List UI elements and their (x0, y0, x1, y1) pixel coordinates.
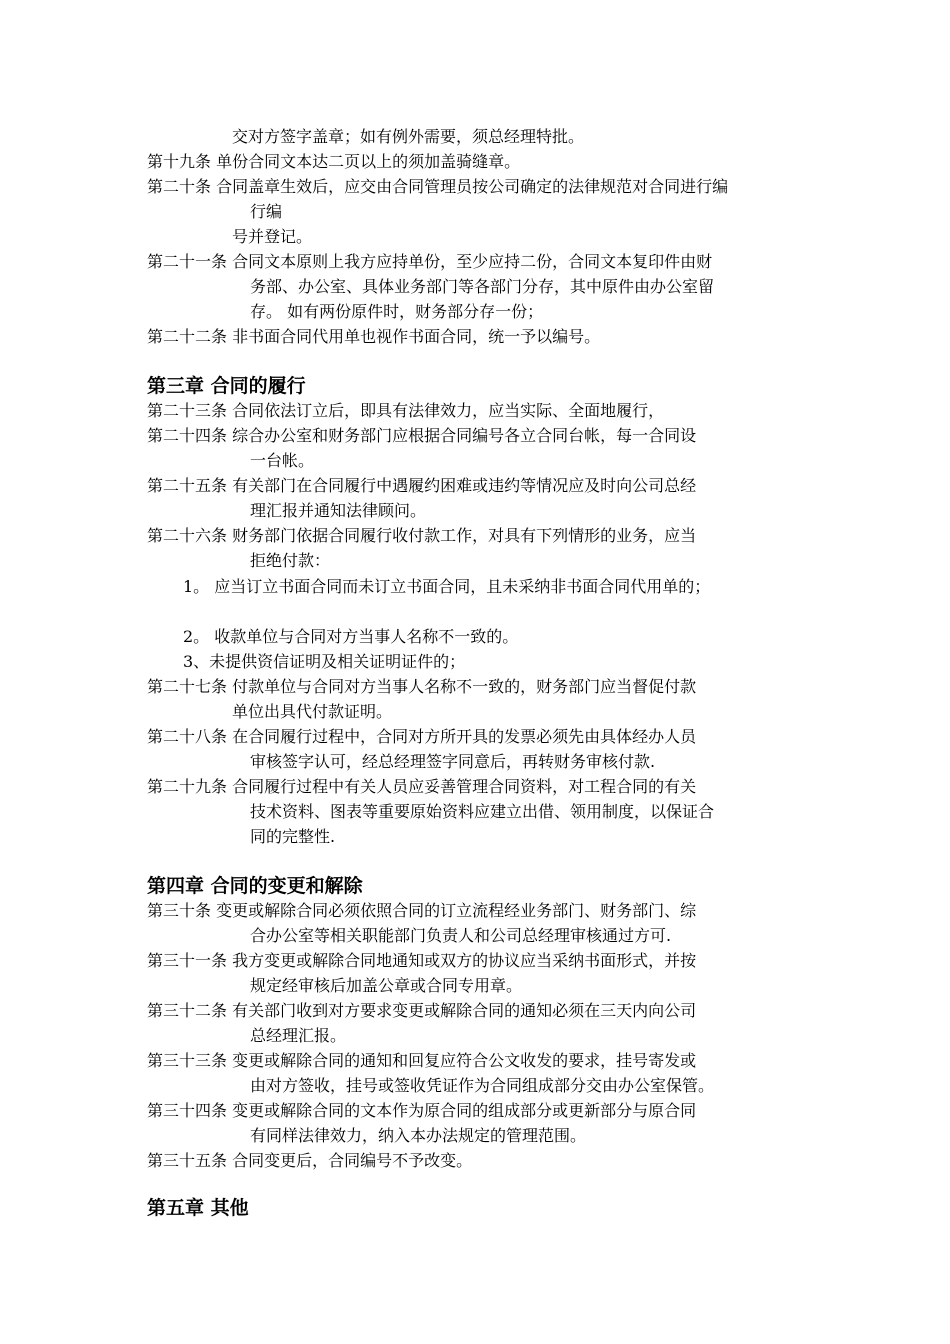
text-line: 第二十三条 合同依法订立后，即具有法律效力，应当实际、全面地履行， (147, 401, 665, 420)
text-line: 第三十四条 变更或解除合同的文本作为原合同的组成部分或更新部分与原合同 (147, 1101, 697, 1120)
text-line: 由对方签收，挂号或签收凭证作为合同组成部分交由办公室保管。 (250, 1076, 715, 1095)
text-line: 第二十六条 财务部门依据合同履行收付款工作，对具有下列情形的业务，应当 (147, 526, 697, 545)
chapter-heading: 第四章 合同的变更和解除 (147, 875, 363, 897)
text-line: 第二十二条 非书面合同代用单也视作书面合同，统一予以编号。 (147, 327, 601, 346)
chapter-heading: 第三章 合同的履行 (147, 375, 306, 397)
text-line: 第二十七条 付款单位与合同对方当事人名称不一致的，财务部门应当督促付款 (147, 677, 697, 696)
text-line: 第二十九条 合同履行过程中有关人员应妥善管理合同资料，对工程合同的有关 (147, 777, 697, 796)
list-item: 1。 应当订立书面合同而未订立书面合同，且未采纳非书面合同代用单的； (183, 577, 711, 596)
text-line: 审核签字认可，经总经理签字同意后，再转财务审核付款. (250, 752, 656, 771)
text-line: 第二十八条 在合同履行过程中，合同对方所开具的发票必须先由具体经办人员 (147, 727, 697, 746)
text-line: 第三十五条 合同变更后，合同编号不予改变。 (147, 1151, 473, 1170)
text-line: 合办公室等相关职能部门负责人和公司总经理审核通过方可. (250, 926, 672, 945)
text-line: 第二十条 合同盖章生效后，应交由合同管理员按公司确定的法律规范对合同进行编 (147, 177, 729, 196)
text-line: 总经理汇报。 (250, 1026, 347, 1045)
text-line: 规定经审核后加盖公章或合同专用章。 (250, 976, 523, 995)
text-line: 第三十条 变更或解除合同必须依照合同的订立流程经业务部门、财务部门、综 (147, 901, 697, 920)
text-line: 务部、办公室、具体业务部门等各部门分存，其中原件由办公室留 (250, 277, 715, 296)
text-line: 第二十四条 综合办公室和财务部门应根据合同编号各立合同台帐，每一合同设 (147, 426, 697, 445)
text-line: 第十九条 单份合同文本达二页以上的须加盖骑缝章。 (147, 152, 521, 171)
text-line: 理汇报并通知法律顾问。 (250, 501, 427, 520)
text-line: 交对方签字盖章；如有例外需要，须总经理特批。 (232, 127, 585, 146)
list-item: 3、未提供资信证明及相关证明证件的； (183, 652, 466, 671)
text-line: 第三十三条 变更或解除合同的通知和回复应符合公文收发的要求，挂号寄发或 (147, 1051, 697, 1070)
text-line: 有同样法律效力，纳入本办法规定的管理范围。 (250, 1126, 587, 1145)
text-line: 号并登记。 (232, 227, 313, 246)
text-line: 第三十二条 有关部门收到对方要求变更或解除合同的通知必须在三天内向公司 (147, 1001, 697, 1020)
text-line: 技术资料、图表等重要原始资料应建立出借、领用制度，以保证合 (250, 802, 715, 821)
text-line: 同的完整性. (250, 827, 336, 846)
text-line: 一台帐。 (250, 451, 315, 470)
text-line: 行编 (250, 202, 283, 221)
text-line: 单位出具代付款证明。 (232, 702, 393, 721)
text-line: 第二十五条 有关部门在合同履行中遇履约困难或违约等情况应及时向公司总经 (147, 476, 697, 495)
list-item: 2。 收款单位与合同对方当事人名称不一致的。 (183, 627, 519, 646)
text-line: 第三十一条 我方变更或解除合同地通知或双方的协议应当采纳书面形式，并按 (147, 951, 697, 970)
text-line: 第二十一条 合同文本原则上我方应持单份，至少应持二份，合同文本复印件由财 (147, 252, 713, 271)
text-line: 存。 如有两份原件时，财务部分存一份； (250, 302, 544, 321)
chapter-heading: 第五章 其他 (147, 1197, 249, 1219)
text-line: 拒绝付款： (250, 551, 331, 570)
